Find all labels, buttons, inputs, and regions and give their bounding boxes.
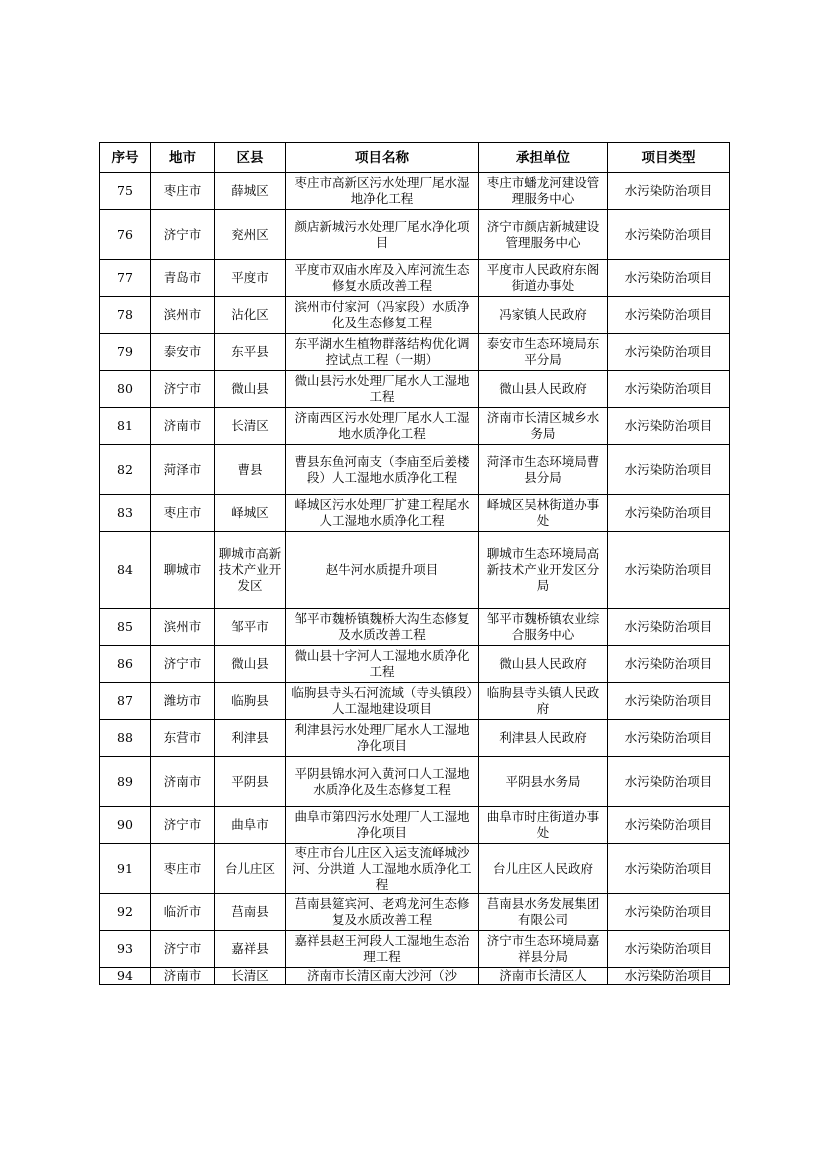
- cell-no: 88: [100, 720, 151, 757]
- cell-project: 微山县十字河人工湿地水质净化工程: [286, 646, 479, 683]
- cell-project: 平阴县锦水河入黄河口人工湿地水质净化及生态修复工程: [286, 757, 479, 807]
- cell-city: 济南市: [151, 757, 215, 807]
- cell-type: 水污染防治项目: [608, 844, 730, 894]
- cell-county: 长清区: [215, 968, 286, 985]
- cell-city: 枣庄市: [151, 495, 215, 532]
- cell-type: 水污染防治项目: [608, 371, 730, 408]
- cell-unit: 济南市长清区人: [479, 968, 608, 985]
- cell-project: 曲阜市第四污水处理厂人工湿地净化项目: [286, 807, 479, 844]
- cell-city: 济宁市: [151, 210, 215, 260]
- table-row: [100, 807, 730, 844]
- cell-no: 87: [100, 683, 151, 720]
- cell-project: 滨州市付家河（冯家段）水质净化及生态修复工程: [286, 297, 479, 334]
- cell-project: 利津县污水处理厂尾水人工湿地净化项目: [286, 720, 479, 757]
- cell-unit: 临朐县寺头镇人民政府: [479, 683, 608, 720]
- header-unit: 承担单位: [479, 143, 608, 173]
- table-row: [100, 844, 730, 894]
- cell-project: 邹平市魏桥镇魏桥大沟生态修复及水质改善工程: [286, 609, 479, 646]
- cell-project: 临朐县寺头石河流域（寺头镇段）人工湿地建设项目: [286, 683, 479, 720]
- cell-county: 平度市: [215, 260, 286, 297]
- cell-type: 水污染防治项目: [608, 683, 730, 720]
- cell-no: 85: [100, 609, 151, 646]
- table-row: [100, 445, 730, 495]
- cell-no: 94: [100, 968, 151, 985]
- cell-unit: 曲阜市时庄街道办事处: [479, 807, 608, 844]
- cell-project: 济南西区污水处理厂尾水人工湿地水质净化工程: [286, 408, 479, 445]
- cell-type: 水污染防治项目: [608, 297, 730, 334]
- cell-county: 聊城市高新技术产业开发区: [215, 532, 286, 609]
- cell-county: 长清区: [215, 408, 286, 445]
- cell-project: 颜店新城污水处理厂尾水净化项目: [286, 210, 479, 260]
- header-no: 序号: [100, 143, 151, 173]
- table-row: [100, 757, 730, 807]
- cell-unit: 泰安市生态环境局东平分局: [479, 334, 608, 371]
- table-row: [100, 297, 730, 334]
- table-row: [100, 894, 730, 931]
- cell-project: 枣庄市台儿庄区入运支流峄城沙河、分洪道 人工湿地水质净化工程: [286, 844, 479, 894]
- cell-no: 82: [100, 445, 151, 495]
- cell-city: 菏泽市: [151, 445, 215, 495]
- cell-type: 水污染防治项目: [608, 894, 730, 931]
- cell-project: 平度市双庙水库及入库河流生态修复水质改善工程: [286, 260, 479, 297]
- cell-type: 水污染防治项目: [608, 931, 730, 968]
- cell-type: 水污染防治项目: [608, 260, 730, 297]
- cell-city: 枣庄市: [151, 173, 215, 210]
- table-row: [100, 371, 730, 408]
- cell-city: 枣庄市: [151, 844, 215, 894]
- header-city: 地市: [151, 143, 215, 173]
- cell-county: 利津县: [215, 720, 286, 757]
- cell-city: 滨州市: [151, 609, 215, 646]
- table-row: [100, 495, 730, 532]
- cell-unit: 菏泽市生态环境局曹县分局: [479, 445, 608, 495]
- cell-type: 水污染防治项目: [608, 720, 730, 757]
- cell-project: 微山县污水处理厂尾水人工湿地工程: [286, 371, 479, 408]
- cell-project: 莒南县筵宾河、老鸡龙河生态修复及水质改善工程: [286, 894, 479, 931]
- cell-city: 青岛市: [151, 260, 215, 297]
- cell-project: 东平湖水生植物群落结构优化调控试点工程（一期）: [286, 334, 479, 371]
- header-row: [100, 143, 730, 173]
- cell-city: 济宁市: [151, 646, 215, 683]
- header-type: 项目类型: [608, 143, 730, 173]
- cell-city: 泰安市: [151, 334, 215, 371]
- cell-no: 80: [100, 371, 151, 408]
- cell-type: 水污染防治项目: [608, 609, 730, 646]
- table-row: [100, 210, 730, 260]
- cell-type: 水污染防治项目: [608, 757, 730, 807]
- cell-unit: 平阴县水务局: [479, 757, 608, 807]
- cell-county: 峄城区: [215, 495, 286, 532]
- cell-county: 曹县: [215, 445, 286, 495]
- cell-project: 枣庄市高新区污水处理厂尾水湿地净化工程: [286, 173, 479, 210]
- cell-project: 曹县东鱼河南支（李庙至后姜楼段）人工湿地水质净化工程: [286, 445, 479, 495]
- cell-unit: 微山县人民政府: [479, 371, 608, 408]
- cell-no: 78: [100, 297, 151, 334]
- table-row: [100, 260, 730, 297]
- cell-county: 兖州区: [215, 210, 286, 260]
- table-row: [100, 683, 730, 720]
- cell-county: 平阴县: [215, 757, 286, 807]
- cell-type: 水污染防治项目: [608, 968, 730, 985]
- cell-county: 微山县: [215, 371, 286, 408]
- cell-city: 潍坊市: [151, 683, 215, 720]
- cell-city: 滨州市: [151, 297, 215, 334]
- cell-county: 嘉祥县: [215, 931, 286, 968]
- table-row: [100, 532, 730, 609]
- cell-unit: 济宁市生态环境局嘉祥县分局: [479, 931, 608, 968]
- table-row: [100, 931, 730, 968]
- cell-no: 90: [100, 807, 151, 844]
- cell-no: 81: [100, 408, 151, 445]
- cell-city: 济南市: [151, 408, 215, 445]
- cell-unit: 冯家镇人民政府: [479, 297, 608, 334]
- table-row: [100, 173, 730, 210]
- cell-city: 济宁市: [151, 807, 215, 844]
- cell-type: 水污染防治项目: [608, 210, 730, 260]
- cell-no: 84: [100, 532, 151, 609]
- cell-no: 83: [100, 495, 151, 532]
- cell-unit: 莒南县水务发展集团有限公司: [479, 894, 608, 931]
- cell-unit: 聊城市生态环境局高新技术产业开发区分局: [479, 532, 608, 609]
- cell-county: 台儿庄区: [215, 844, 286, 894]
- cell-no: 79: [100, 334, 151, 371]
- header-county: 区县: [215, 143, 286, 173]
- cell-no: 93: [100, 931, 151, 968]
- cell-unit: 台儿庄区人民政府: [479, 844, 608, 894]
- cell-county: 临朐县: [215, 683, 286, 720]
- cell-no: 89: [100, 757, 151, 807]
- cell-unit: 济南市长清区城乡水务局: [479, 408, 608, 445]
- cell-type: 水污染防治项目: [608, 646, 730, 683]
- cell-project: 峄城区污水处理厂扩建工程尾水人工湿地水质净化工程: [286, 495, 479, 532]
- cell-type: 水污染防治项目: [608, 445, 730, 495]
- cell-no: 91: [100, 844, 151, 894]
- cell-project: 济南市长清区南大沙河（沙: [286, 968, 479, 985]
- cell-no: 92: [100, 894, 151, 931]
- cell-county: 曲阜市: [215, 807, 286, 844]
- cell-city: 聊城市: [151, 532, 215, 609]
- project-table: [99, 142, 730, 985]
- table-row: [100, 609, 730, 646]
- table-row: [100, 720, 730, 757]
- cell-project: 嘉祥县赵王河段人工湿地生态治理工程: [286, 931, 479, 968]
- cell-city: 济宁市: [151, 931, 215, 968]
- cell-unit: 邹平市魏桥镇农业综合服务中心: [479, 609, 608, 646]
- cell-type: 水污染防治项目: [608, 173, 730, 210]
- cell-unit: 微山县人民政府: [479, 646, 608, 683]
- cell-no: 86: [100, 646, 151, 683]
- cell-county: 薛城区: [215, 173, 286, 210]
- cell-no: 75: [100, 173, 151, 210]
- table-row: [100, 968, 730, 985]
- cell-type: 水污染防治项目: [608, 408, 730, 445]
- cell-county: 邹平市: [215, 609, 286, 646]
- cell-county: 微山县: [215, 646, 286, 683]
- table-row: [100, 646, 730, 683]
- cell-city: 济宁市: [151, 371, 215, 408]
- cell-type: 水污染防治项目: [608, 334, 730, 371]
- cell-project: 赵牛河水质提升项目: [286, 532, 479, 609]
- cell-type: 水污染防治项目: [608, 807, 730, 844]
- table-row: [100, 334, 730, 371]
- table-row: [100, 408, 730, 445]
- cell-type: 水污染防治项目: [608, 495, 730, 532]
- cell-unit: 枣庄市蟠龙河建设管理服务中心: [479, 173, 608, 210]
- cell-city: 济南市: [151, 968, 215, 985]
- cell-no: 76: [100, 210, 151, 260]
- cell-unit: 峄城区吴林街道办事处: [479, 495, 608, 532]
- header-project: 项目名称: [286, 143, 479, 173]
- cell-unit: 平度市人民政府东阁街道办事处: [479, 260, 608, 297]
- cell-county: 莒南县: [215, 894, 286, 931]
- cell-county: 东平县: [215, 334, 286, 371]
- cell-county: 沾化区: [215, 297, 286, 334]
- cell-type: 水污染防治项目: [608, 532, 730, 609]
- cell-unit: 济宁市颜店新城建设管理服务中心: [479, 210, 608, 260]
- cell-unit: 利津县人民政府: [479, 720, 608, 757]
- cell-no: 77: [100, 260, 151, 297]
- cell-city: 东营市: [151, 720, 215, 757]
- cell-city: 临沂市: [151, 894, 215, 931]
